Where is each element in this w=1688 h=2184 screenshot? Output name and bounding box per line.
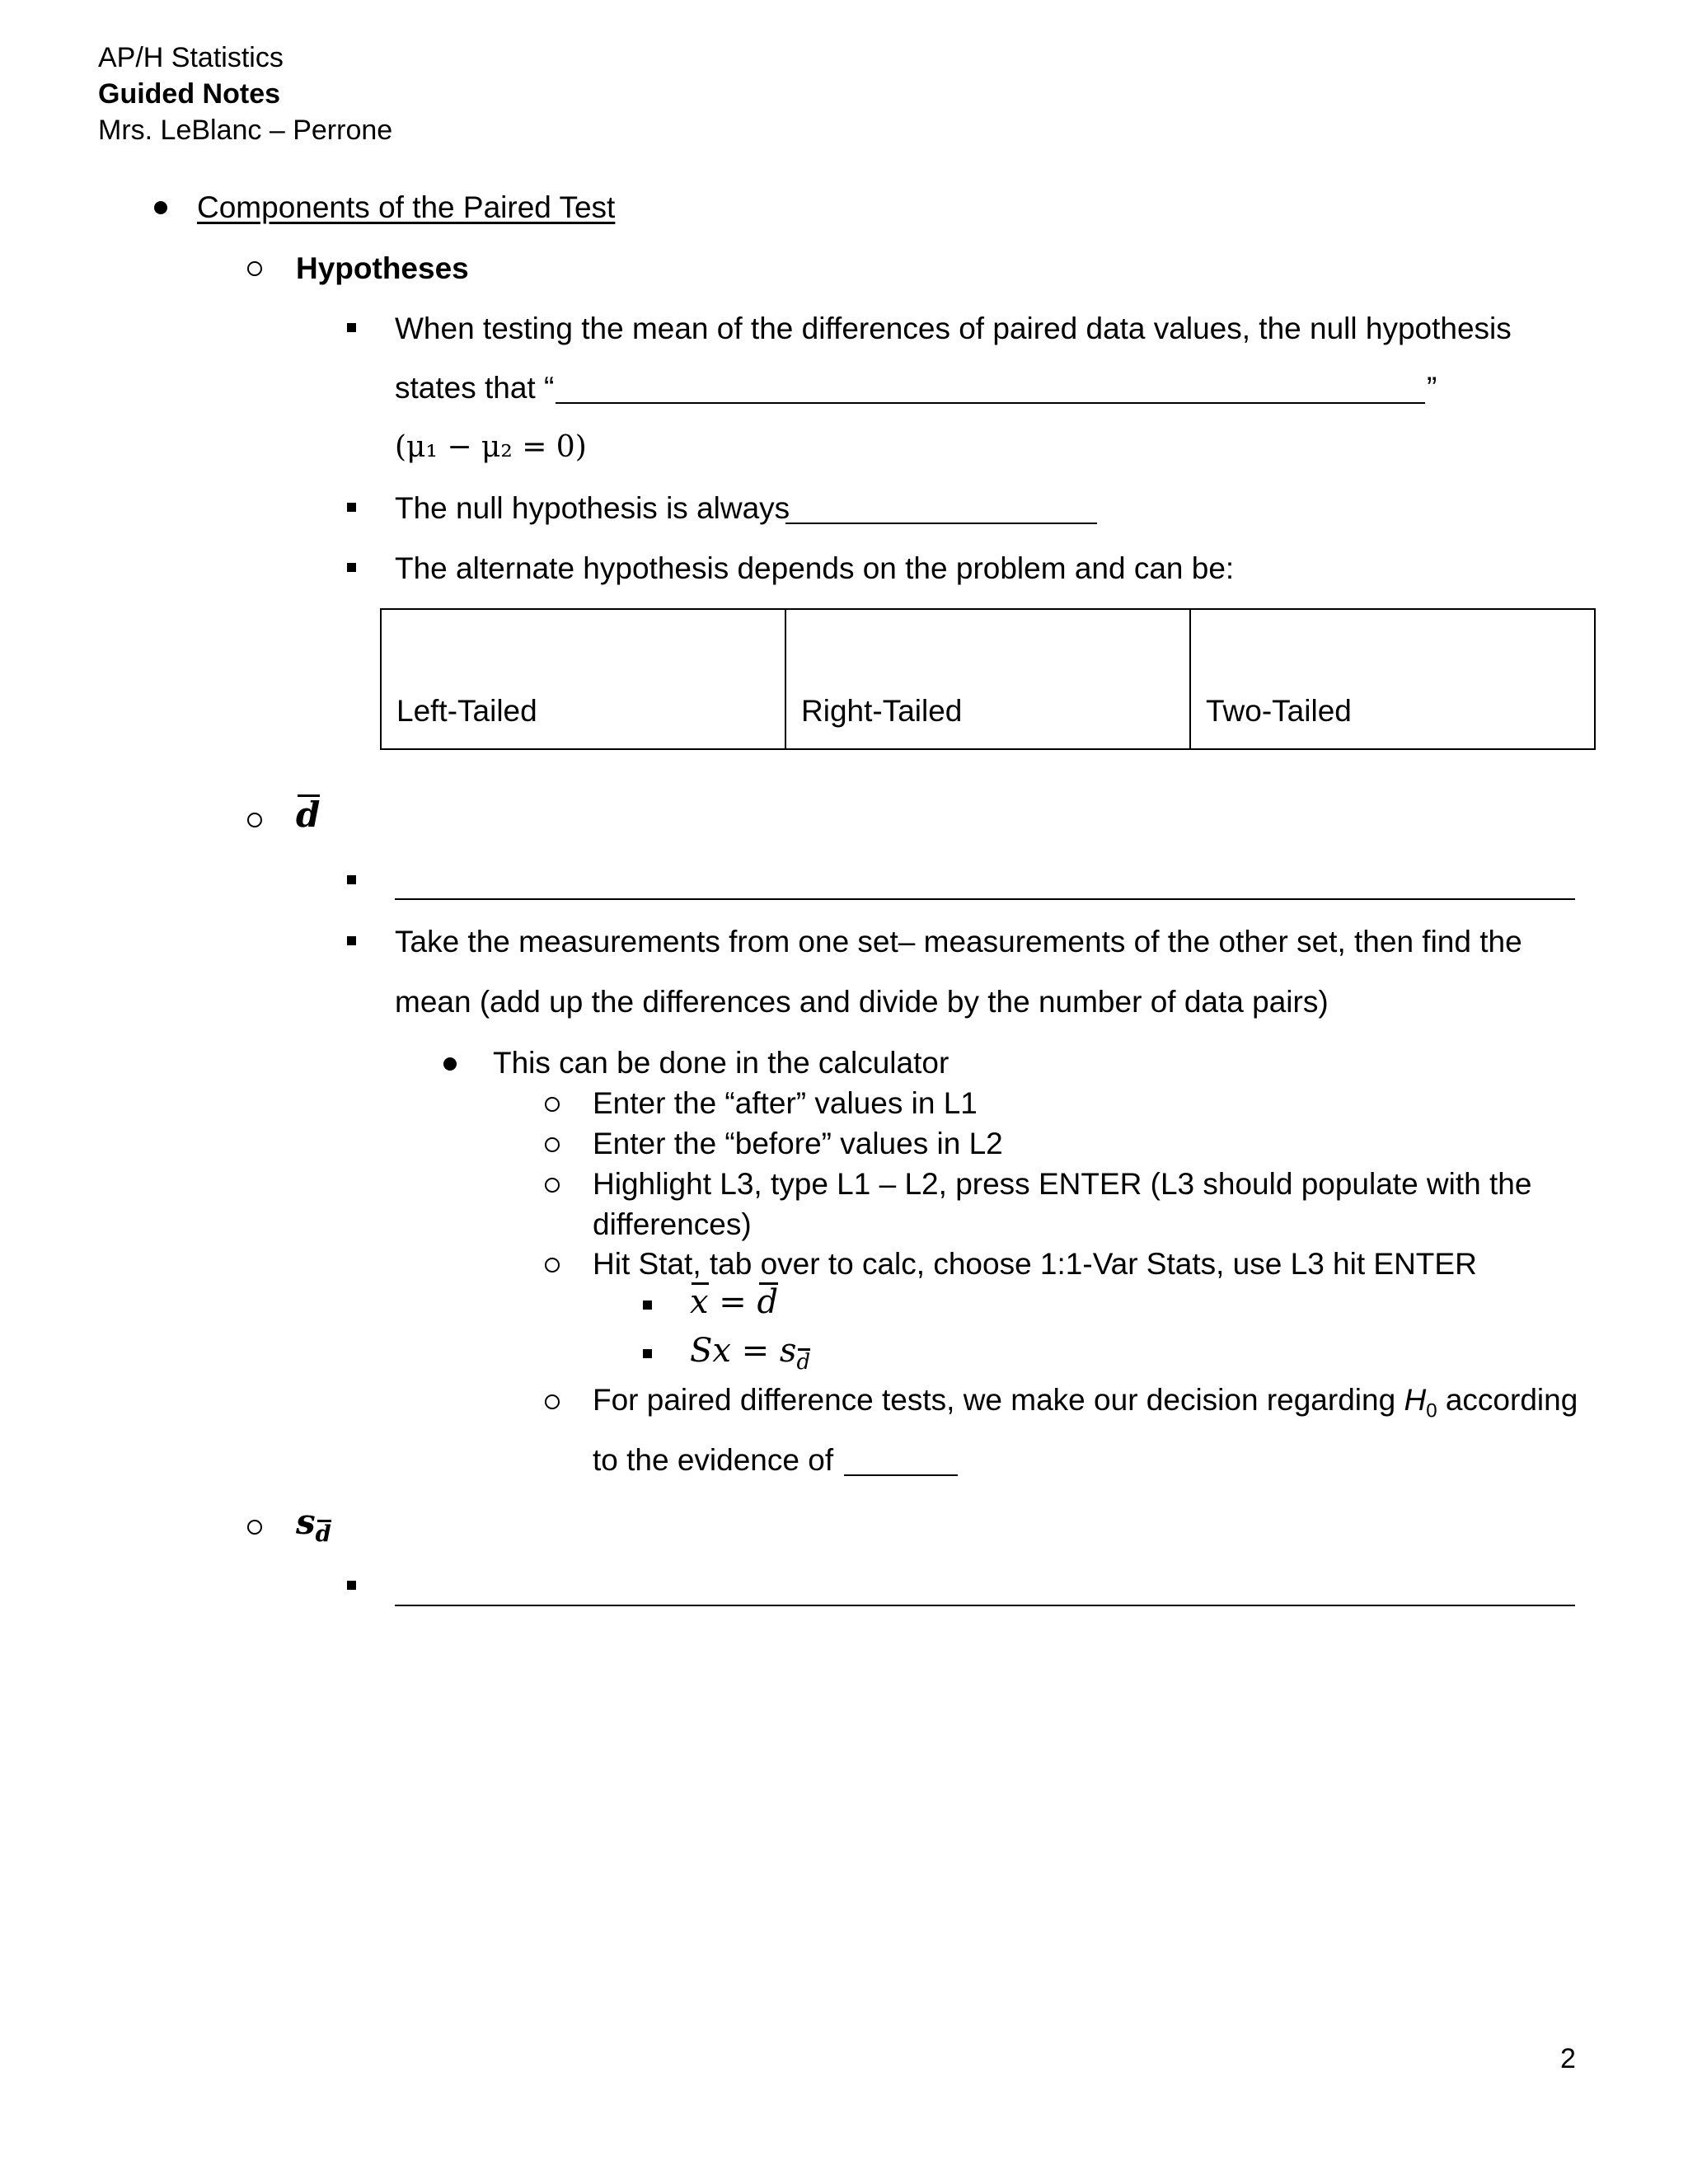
page-number: 2 xyxy=(1560,2043,1576,2074)
square-bullet xyxy=(347,936,356,945)
null-hypothesis-formula: (μ₁ − μ₂ = 0) xyxy=(395,430,587,464)
equals-sign: = xyxy=(708,1283,757,1321)
decision-text-a: For paired difference tests, we make our decision regarding xyxy=(593,1383,1404,1417)
calc-step-3: Highlight L3, type L1 – L2, press ENTER (L3 should populate with the xyxy=(593,1167,1532,1201)
calc-step-3-cont: differences) xyxy=(593,1207,752,1241)
sx-equals-sd xyxy=(690,1334,810,1373)
dbar-description-line2: mean (add up the differences and divide by the number of data pairs) xyxy=(395,985,1329,1019)
h-symbol: H xyxy=(1404,1383,1427,1417)
dbar-description-line1: Take the measurements from one set– measurements of the other set, then find the xyxy=(395,925,1522,958)
sd-heading xyxy=(296,1502,331,1548)
decision-text-line1 xyxy=(593,1385,1578,1421)
course-name: AP/H Statistics xyxy=(98,42,284,73)
teacher-name: Mrs. LeBlanc – Perrone xyxy=(98,115,393,146)
table-cell-left-tailed: Left-Tailed xyxy=(381,609,785,749)
dbar-symbol: d xyxy=(757,1283,779,1321)
dbar-heading xyxy=(296,794,321,835)
circle-bullet xyxy=(247,261,262,276)
hypotheses-heading: Hypotheses xyxy=(296,251,469,285)
s-symbol: s xyxy=(779,1332,797,1370)
null-hypothesis-text-prefix: states that “ xyxy=(395,371,555,405)
alternate-hypothesis-text: The alternate hypothesis depends on the problem and can be: xyxy=(395,551,1235,585)
circle-bullet xyxy=(545,1178,560,1193)
circle-bullet xyxy=(545,1137,560,1152)
xbar-symbol: x xyxy=(690,1283,709,1321)
square-bullet xyxy=(643,1349,652,1358)
calc-step-2: Enter the “before” values in L2 xyxy=(593,1127,1003,1160)
square-bullet xyxy=(347,503,356,512)
answer-blank[interactable] xyxy=(395,898,1575,900)
d-subscript: d xyxy=(315,1521,331,1548)
h-subscript: 0 xyxy=(1426,1399,1437,1422)
answer-blank[interactable] xyxy=(844,1474,958,1476)
decision-text-b: according xyxy=(1437,1383,1578,1417)
square-bullet xyxy=(347,323,356,332)
document-title: Guided Notes xyxy=(98,78,281,110)
answer-blank[interactable] xyxy=(556,402,1425,404)
circle-bullet xyxy=(247,1520,262,1535)
alternate-hypothesis-table xyxy=(380,608,1596,750)
square-bullet xyxy=(643,1301,652,1310)
table-cell-right-tailed: Right-Tailed xyxy=(785,609,1190,749)
bullet xyxy=(154,201,167,214)
circle-bullet xyxy=(545,1394,560,1409)
d-subscript: d xyxy=(796,1350,811,1375)
calc-step-4: Hit Stat, tab over to calc, choose 1:1-Var Stats, use L3 hit ENTER xyxy=(593,1247,1477,1281)
answer-blank[interactable] xyxy=(395,1605,1575,1606)
table-cell-two-tailed: Two-Tailed xyxy=(1190,609,1595,749)
square-bullet xyxy=(347,1581,356,1590)
null-hypothesis-text-line1: When testing the mean of the differences of paired data values, the null hypothesis xyxy=(395,312,1512,345)
null-hypothesis-text-suffix: ” xyxy=(1427,371,1437,405)
null-always-text: The null hypothesis is always xyxy=(395,491,790,525)
decision-text-line2: to the evidence of xyxy=(593,1443,834,1477)
square-bullet xyxy=(347,563,356,572)
sx-symbol: Sx xyxy=(690,1332,731,1370)
bullet xyxy=(443,1057,457,1071)
calc-step-1: Enter the “after” values in L1 xyxy=(593,1086,978,1120)
circle-bullet xyxy=(545,1097,560,1112)
equals-sign: = xyxy=(730,1332,780,1370)
xbar-equals-dbar xyxy=(690,1283,779,1321)
circle-bullet xyxy=(545,1258,560,1272)
square-bullet xyxy=(347,875,356,884)
section-heading: Components of the Paired Test xyxy=(197,190,616,224)
answer-blank[interactable] xyxy=(785,523,1097,524)
calculator-intro: This can be done in the calculator xyxy=(493,1046,950,1080)
dbar-symbol: d xyxy=(296,794,321,835)
circle-bullet xyxy=(247,813,262,827)
s-symbol: s xyxy=(296,1502,316,1542)
